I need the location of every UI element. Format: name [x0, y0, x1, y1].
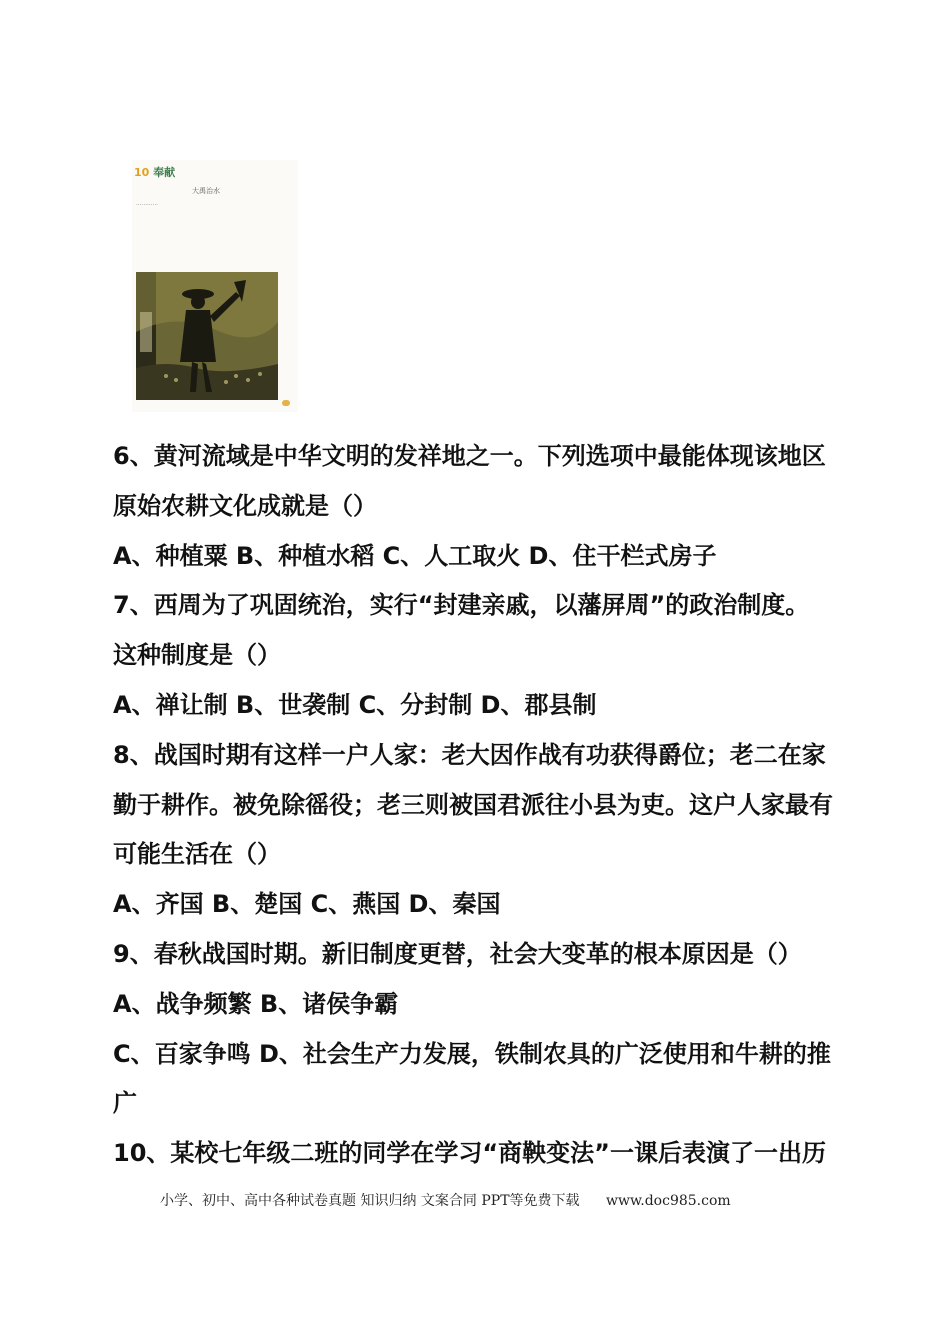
- figure-page-marker: [282, 400, 290, 406]
- figure-chapter-number: 10: [134, 166, 150, 179]
- question-line: 6、黄河流域是中华文明的发祥地之一。下列选项中最能体现该地区: [113, 442, 826, 470]
- footer-text: 小学、初中、高中各种试卷真题 知识归纳 文案合同 PPT等免费下载: [160, 1193, 580, 1209]
- yu-controls-flood-illustration: [136, 272, 278, 400]
- figure-subtitle: 大禹治水: [192, 187, 220, 195]
- question-line: 这种制度是（）: [113, 641, 281, 670]
- textbook-figure: [132, 160, 298, 412]
- question-text: [113, 432, 843, 1179]
- figure-chapter-title: 奉献: [153, 166, 176, 179]
- option-line: C、百家争鸣 D、社会生产力发展，铁制农具的广泛使用和牛耕的推: [113, 1039, 831, 1068]
- figure-body-text: …………: [136, 201, 158, 207]
- option-line: A、齐国 B、楚国 C、燕国 D、秦国: [113, 890, 501, 919]
- option-line: A、禅让制 B、世袭制 C、分封制 D、郡县制: [113, 690, 597, 719]
- question-line: 勤于耕作。被免除徭役；老三则被国君派往小县为吏。这户人家最有: [113, 790, 833, 819]
- page-footer: [160, 1190, 800, 1210]
- question-line: 7、西周为了巩固统治，实行“封建亲戚，以藩屏周”的政治制度。: [113, 591, 810, 620]
- question-line: 10、某校七年级二班的同学在学习“商鞅变法”一课后表演了一出历: [113, 1139, 826, 1168]
- question-line: 原始农耕文化成就是（）: [113, 491, 377, 520]
- figure-chapter-heading: [134, 164, 175, 180]
- option-line: 广: [113, 1089, 137, 1118]
- option-line: A、战争频繁 B、诸侯争霸: [113, 989, 399, 1018]
- option-line: A、种植粟 B、种植水稻 C、人工取火 D、住干栏式房子: [113, 541, 717, 570]
- question-line: 可能生活在（）: [113, 840, 281, 869]
- question-line: 9、春秋战国时期。新旧制度更替，社会大变革的根本原因是（）: [113, 939, 802, 968]
- footer-url[interactable]: www.doc985.com: [605, 1193, 731, 1209]
- question-line: 8、战国时期有这样一户人家：老大因作战有功获得爵位；老二在家: [113, 740, 826, 769]
